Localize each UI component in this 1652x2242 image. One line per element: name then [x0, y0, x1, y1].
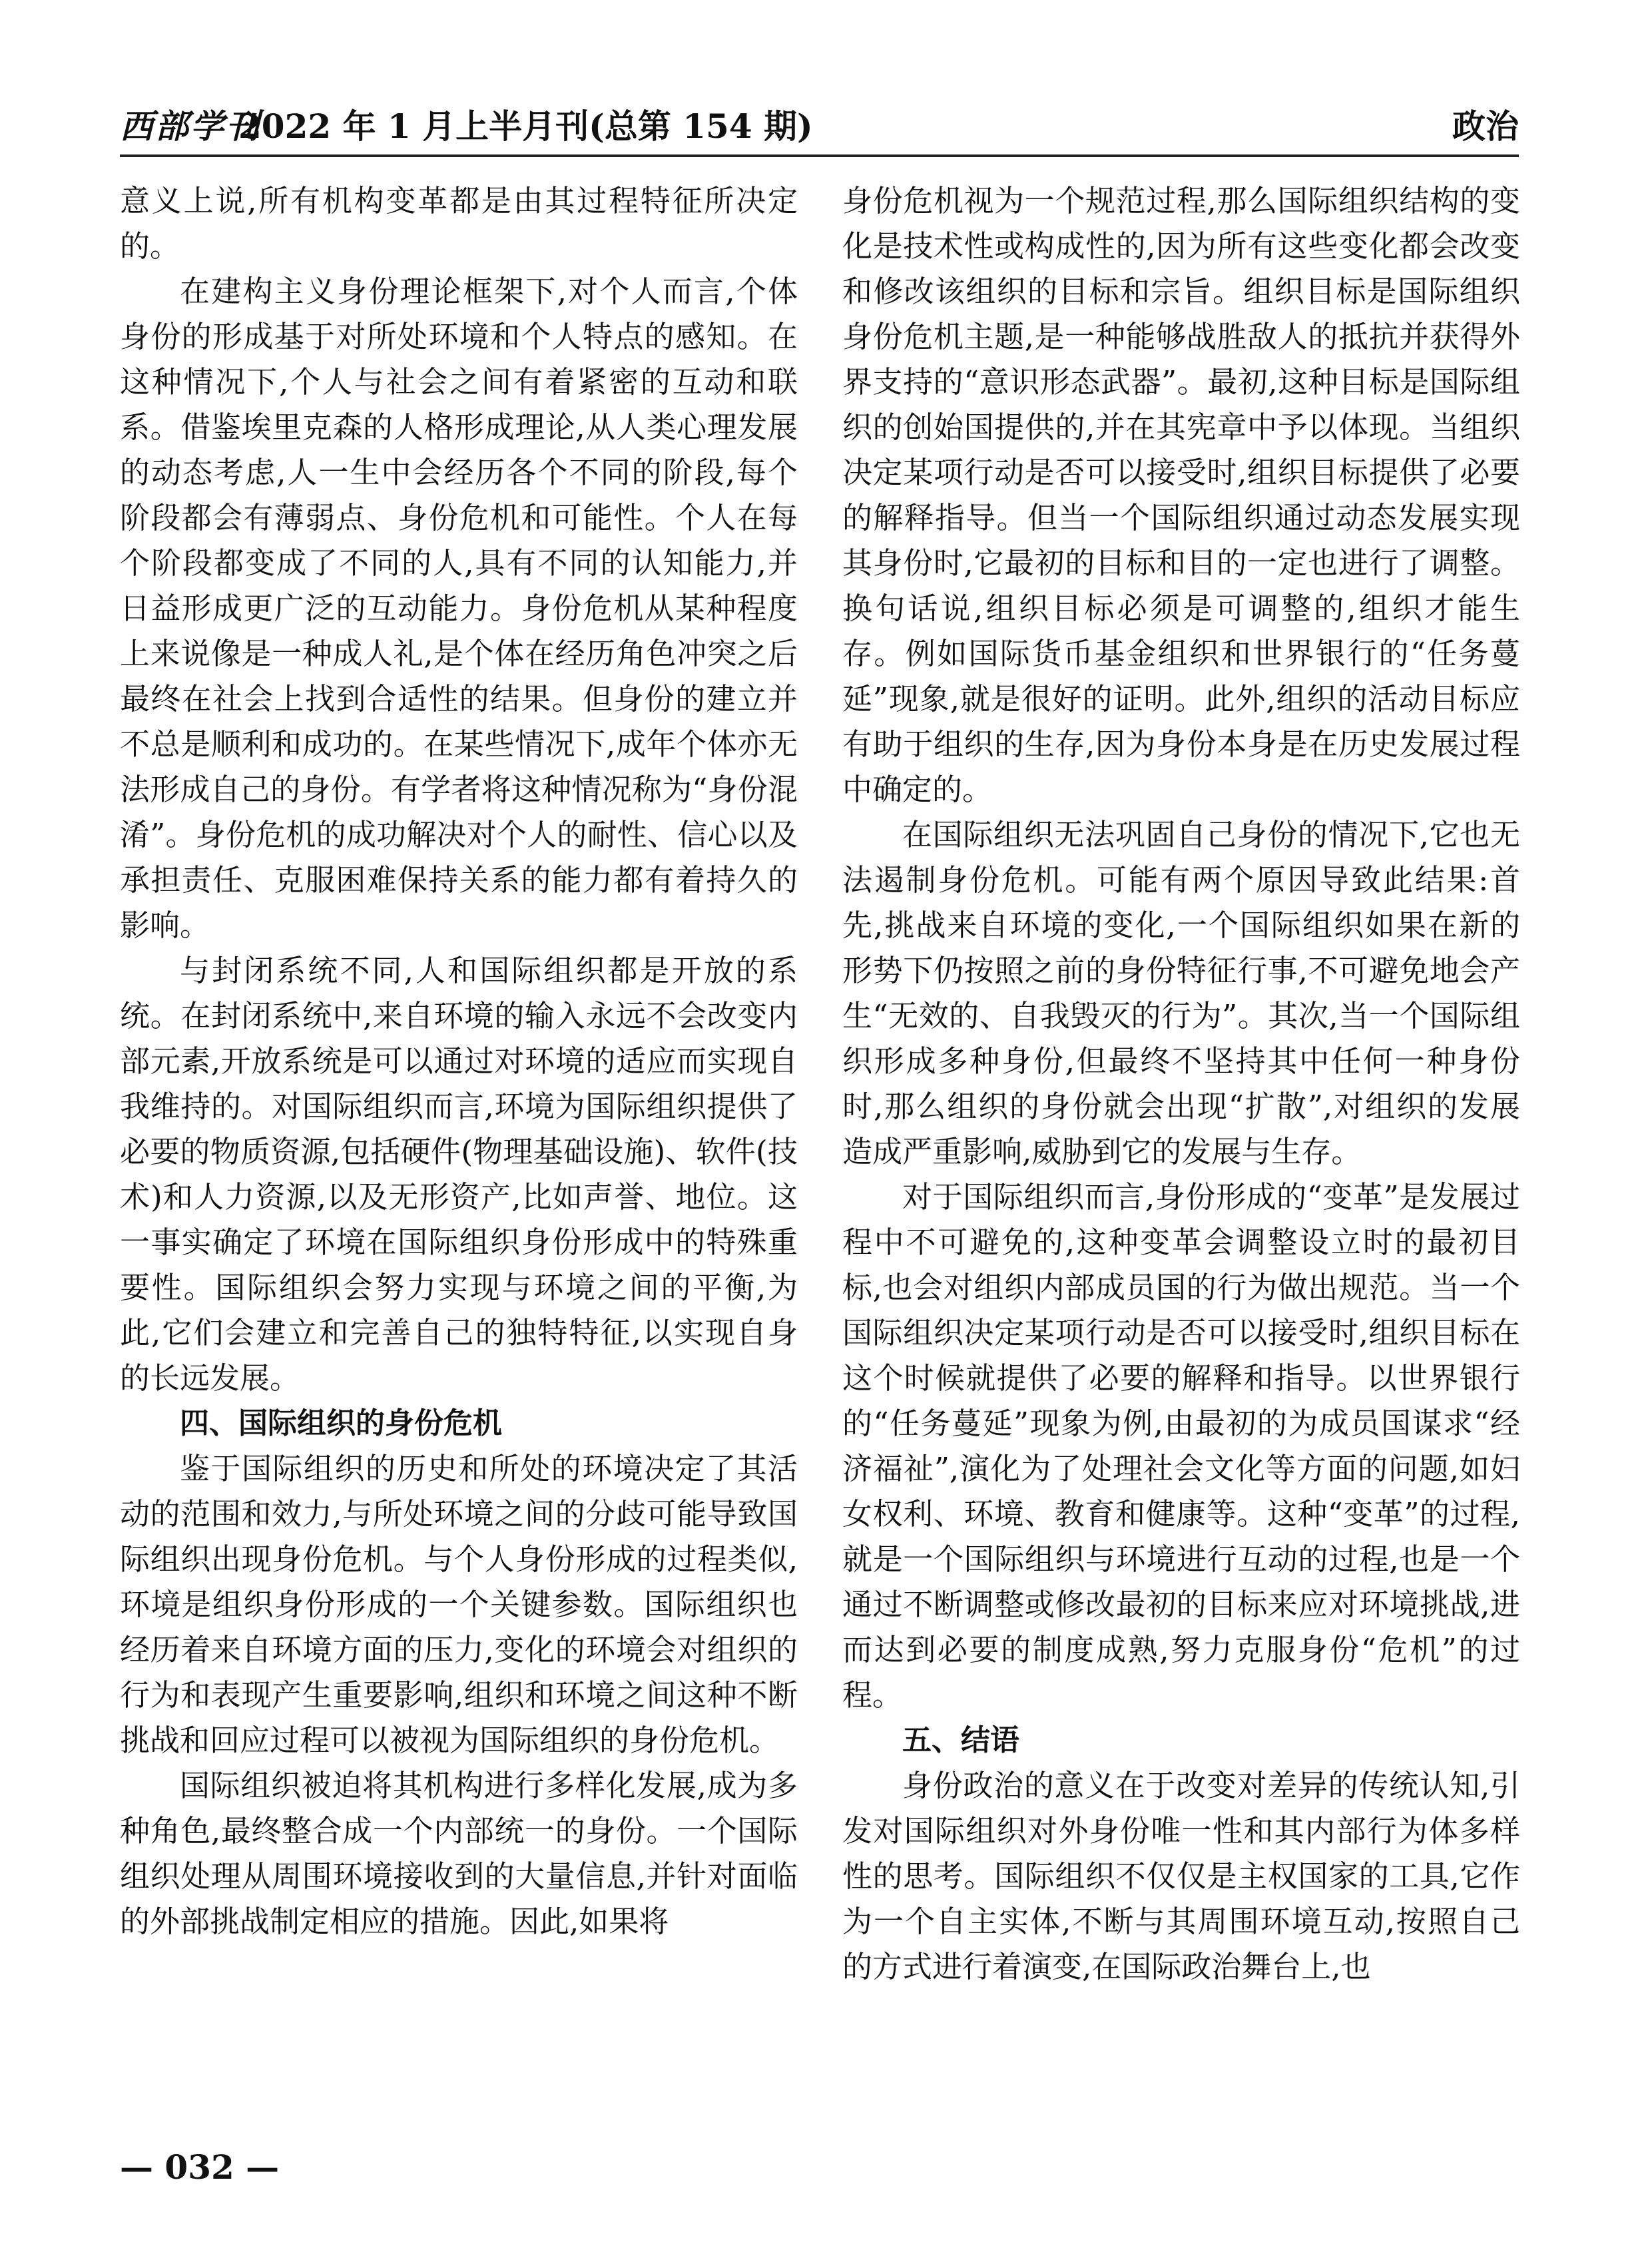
paragraph: 国际组织被迫将其机构进行多样化发展,成为多种角色,最终整合成一个内部统一的身份。一个国际组织处理从周围环境接收到的大量信息,并针对面临的外部挑战制定相应的措施。因此,如果将 [120, 1768, 798, 1939]
page-number: — 032 — [120, 2147, 280, 2187]
paragraph: 身份政治的意义在于改变对差异的传统认知,引发对国际组织对外身份唯一性和其内部行为体多样性的思考。国际组织不仅仅是主权国家的工具,它作为一个自主实体,不断与其周围环境互动,按照自己的方式进行着演变,在国际政治舞台上,也 [842, 1768, 1520, 1984]
issue-info: 2022 年 1 月上半月刊(总第 154 期) [238, 107, 813, 146]
paragraph: 身份危机视为一个规范过程,那么国际组织结构的变化是技术性或构成性的,因为所有这些变化都会改变和修改该组织的目标和宗旨。组织目标是国际组织身份危机主题,是一种能够战胜敌人的抵抗并获得外界支持的“意识形态武器”。最初,这种目标是国际组织的创始国提供的,并在其宪章中予以体现。当组织决定某项行动是否可以接受时,组织目标提供了必要的解释指导。但当一个国际组织通过动态发展实现其身份时,它最初的目标和目的一定也进行了调整。换句话说,组织目标必须是可调整的,组织才能生存。例如国际货币基金组织和世界银行的“任务蔓延”现象,就是很好的证明。此外,组织的活动目标应有助于组织的生存,因为身份本身是在历史发展过程中确定的。 [842, 183, 1520, 807]
left-column [120, 178, 798, 1944]
paragraph: 与封闭系统不同,人和国际组织都是开放的系统。在封闭系统中,来自环境的输入永远不会改变内部元素,开放系统是可以通过对环境的适应而实现自我维持的。对国际组织而言,环境为国际组织提供了必要的物质资源,包括硬件(物理基础设施)、软件(技术)和人力资源,以及无形资产,比如声誉、地位。这一事实确定了环境在国际组织身份形成中的特殊重要性。国际组织会努力实现与环境之间的平衡,为此,它们会建立和完善自己的独特特征,以实现自身的长远发展。 [120, 953, 798, 1396]
paragraph: 在国际组织无法巩固自己身份的情况下,它也无法遏制身份危机。可能有两个原因导致此结果:首先,挑战来自环境的变化,一个国际组织如果在新的形势下仍按照之前的身份特征行事,不可避免地会产生“无效的、自我毁灭的行为”。其次,当一个国际组织形成多种身份,但最终不坚持其中任何一种身份时,那么组织的身份就会出现“扩散”,对组织的发展造成严重影响,威胁到它的发展与生存。 [842, 817, 1520, 1169]
journal-logo: 西部学刊 [120, 107, 261, 146]
right-column [842, 178, 1520, 1990]
header-divider [120, 154, 1519, 157]
paragraph: 在建构主义身份理论框架下,对个人而言,个体身份的形成基于对所处环境和个人特点的感知。在这种情况下,个人与社会之间有着紧密的互动和联系。借鉴埃里克森的人格形成理论,从人类心理发展的动态考虑,人一生中会经历各个不同的阶段,每个阶段都会有薄弱点、身份危机和可能性。个人在每个阶段都变成了不同的人,具有不同的认知能力,并日益形成更广泛的互动能力。身份危机从某种程度上来说像是一种成人礼,是个体在经历角色冲突之后最终在社会上找到合适性的结果。但身份的建立并不总是顺利和成功的。在某些情况下,成年个体亦无法形成自己的身份。有学者将这种情况称为“身份混淆”。身份危机的成功解决对个人的耐性、信心以及承担责任、克服困难保持关系的能力都有着持久的影响。 [120, 274, 798, 943]
paragraph: 对于国际组织而言,身份形成的“变革”是发展过程中不可避免的,这种变革会调整设立时的最初目标,也会对组织内部成员国的行为做出规范。当一个国际组织决定某项行动是否可以接受时,组织目标在这个时候就提供了必要的解释和指导。以世界银行的“任务蔓延”现象为例,由最初的为成员国谋求“经济福祉”,演化为了处理社会文化等方面的问题,如妇女权利、环境、教育和健康等。这种“变革”的过程,就是一个国际组织与环境进行互动的过程,也是一个通过不断调整或修改最初的目标来应对环境挑战,进而达到必要的制度成熟,努力克服身份“危机”的过程。 [842, 1179, 1520, 1713]
section-heading: 四、国际组织的身份危机 [180, 1406, 502, 1440]
section-heading: 五、结语 [902, 1723, 1019, 1757]
paragraph: 意义上说,所有机构变革都是由其过程特征所决定的。 [120, 183, 798, 264]
section-label: 政治 [1452, 107, 1519, 146]
paragraph: 鉴于国际组织的历史和所处的环境决定了其活动的范围和效力,与所处环境之间的分歧可能导致国际组织出现身份危机。与个人身份形成的过程类似,环境是组织身份形成的一个关键参数。国际组织也经历着来自环境方面的压力,变化的环境会对组织的行为和表现产生重要影响,组织和环境之间这种不断挑战和回应过程可以被视为国际组织的身份危机。 [120, 1451, 798, 1758]
page-header [120, 107, 1519, 153]
